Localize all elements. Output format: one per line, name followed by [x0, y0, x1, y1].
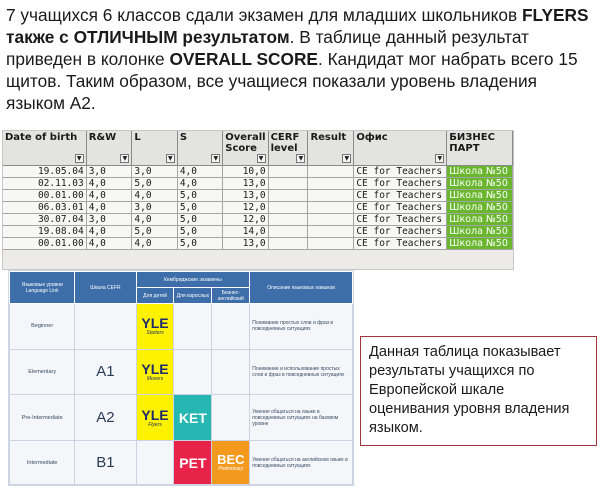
cell-s[interactable]: 5,0: [177, 237, 222, 249]
filter-dropdown-icon[interactable]: ▼: [120, 154, 129, 163]
header-overall-score: Overall Score ▼: [223, 131, 268, 165]
cell-office[interactable]: CE for Teachers: [354, 213, 447, 225]
cefr-row-elementary: [10, 349, 353, 395]
header-s: S ▼: [177, 131, 222, 165]
header-l: L ▼: [132, 131, 177, 165]
cefr-code: A1: [75, 349, 136, 395]
cefr-levels-chart: [8, 270, 354, 486]
cefr-code: B1: [75, 441, 136, 485]
cell-dob[interactable]: 19.08.04: [3, 225, 86, 237]
cell-cerf[interactable]: [268, 225, 308, 237]
filter-dropdown-icon[interactable]: ▼: [166, 154, 175, 163]
level-label: Elementary: [10, 349, 75, 395]
intro-bold-1: FLYERS также с ОТЛИЧНЫМ результатом: [6, 5, 589, 47]
skills-description: Умение общаться на языке в повседневных ситуациях на базовом уровне: [250, 395, 353, 441]
cell-l[interactable]: 5,0: [132, 177, 177, 189]
yle-starters-badge: YLE Starters: [136, 304, 174, 350]
cell-dob[interactable]: 00.01.00: [3, 237, 86, 249]
results-spreadsheet: [2, 130, 514, 270]
skills-description: Понимание простых слов и фраз в повседневных ситуациях: [250, 304, 353, 350]
intro-paragraph: [6, 4, 596, 114]
header-date-of-birth: Date of birth ▼: [3, 131, 86, 165]
empty-cell: [212, 304, 250, 350]
cell-l[interactable]: 3,0: [132, 165, 177, 177]
empty-cell: [174, 304, 212, 350]
filter-dropdown-icon[interactable]: ▼: [435, 154, 444, 163]
header-language-level: Языковые уровни Language Link: [10, 272, 75, 304]
cell-overall[interactable]: 12,0: [223, 213, 268, 225]
level-label: Intermediate: [10, 441, 75, 485]
skills-description: Понимание и использование простых слов и фраз в повседневных ситуациях: [250, 349, 353, 395]
cell-s[interactable]: 5,0: [177, 213, 222, 225]
cell-s[interactable]: 4,0: [177, 177, 222, 189]
cell-result[interactable]: [308, 213, 354, 225]
cell-partner[interactable]: Школа №50: [447, 201, 513, 213]
cell-s[interactable]: 5,0: [177, 201, 222, 213]
cell-partner[interactable]: Школа №50: [447, 225, 513, 237]
cell-partner[interactable]: Школа №50: [447, 177, 513, 189]
callout-text: Данная таблица показывает результаты учащихся по Европейской шкале оценивания уровня владения языком.: [369, 344, 570, 436]
explanation-callout: [360, 336, 597, 446]
table-row: [3, 237, 513, 249]
table-row: [3, 177, 513, 189]
level-label: Pre-Intermediate: [10, 395, 75, 441]
cell-office[interactable]: CE for Teachers: [354, 189, 447, 201]
cell-dob[interactable]: 02.11.03: [3, 177, 86, 189]
skills-description: Умение общаться на английском языке в повседневных ситуациях: [250, 441, 353, 485]
yle-movers-badge: YLE Movers: [136, 349, 174, 395]
filter-dropdown-icon[interactable]: ▼: [211, 154, 220, 163]
filter-dropdown-icon[interactable]: ▼: [257, 154, 266, 163]
cefr-code: [75, 304, 136, 350]
cefr-row-pre-intermediate: [10, 395, 353, 441]
cefr-row-intermediate: [10, 441, 353, 485]
cefr-row-beginner: [10, 304, 353, 350]
header-office: Офис ▼: [354, 131, 447, 165]
cell-s[interactable]: 5,0: [177, 225, 222, 237]
empty-cell: [174, 349, 212, 395]
cell-office[interactable]: CE for Teachers: [354, 165, 447, 177]
cell-overall[interactable]: 13,0: [223, 237, 268, 249]
yle-flyers-badge: YLE Flyers: [136, 395, 174, 441]
cell-rw[interactable]: 4,0: [86, 237, 132, 249]
header-skills-description: Описание языковых навыков: [250, 272, 353, 304]
cell-partner[interactable]: Школа №50: [447, 213, 513, 225]
filter-dropdown-icon[interactable]: ▼: [342, 154, 351, 163]
cell-rw[interactable]: 4,0: [86, 177, 132, 189]
table-row: [3, 201, 513, 213]
ket-badge: KET: [174, 395, 212, 441]
cell-l[interactable]: 3,0: [132, 201, 177, 213]
table-row: [3, 213, 513, 225]
cell-cerf[interactable]: [268, 201, 308, 213]
cell-cerf[interactable]: [268, 189, 308, 201]
cell-office[interactable]: CE for Teachers: [354, 225, 447, 237]
header-business-partner: БИЗНЕС ПАРТ: [447, 131, 513, 165]
cell-result[interactable]: [308, 189, 354, 201]
cell-dob[interactable]: 06.03.01: [3, 201, 86, 213]
table-row: [3, 165, 513, 177]
cell-partner[interactable]: Школа №50: [447, 165, 513, 177]
cell-result[interactable]: [308, 237, 354, 249]
pet-badge: PET: [174, 441, 212, 485]
cell-dob[interactable]: 30.07.04: [3, 213, 86, 225]
cell-dob[interactable]: 19.05.04: [3, 165, 86, 177]
header-for-adults: Для взрослых: [174, 288, 212, 304]
cell-rw[interactable]: 4,0: [86, 201, 132, 213]
empty-cell: [212, 395, 250, 441]
bec-preliminary-badge: BEC Preliminary: [212, 441, 250, 485]
cell-overall[interactable]: 13,0: [223, 177, 268, 189]
intro-text-3: . Кандидат мог набрать всего 15 щитов. Таким образом, все учащиеся показали уровень владения языком А2.: [6, 49, 578, 113]
header-business-english: Бизнес-английский: [212, 288, 250, 304]
empty-cell: [136, 441, 174, 485]
cell-rw[interactable]: 4,0: [86, 189, 132, 201]
intro-text-1: 7 учащихся 6 классов сдали экзамен для младших школьников: [6, 5, 522, 25]
cell-s[interactable]: 4,0: [177, 165, 222, 177]
cell-partner[interactable]: Школа №50: [447, 237, 513, 249]
empty-cell: [212, 349, 250, 395]
level-label: Beginner: [10, 304, 75, 350]
cell-rw[interactable]: 3,0: [86, 213, 132, 225]
cell-l[interactable]: 5,0: [132, 225, 177, 237]
cell-result[interactable]: [308, 165, 354, 177]
table-row: [3, 189, 513, 201]
cell-office[interactable]: CE for Teachers: [354, 237, 447, 249]
header-cambridge-exams: Кембриджские экзамены: [136, 272, 250, 288]
cefr-code: A2: [75, 395, 136, 441]
cell-l[interactable]: 4,0: [132, 213, 177, 225]
header-for-kids: Для детей: [136, 288, 174, 304]
cell-office[interactable]: CE for Teachers: [354, 177, 447, 189]
filter-dropdown-icon[interactable]: ▼: [296, 154, 305, 163]
cell-partner[interactable]: Школа №50: [447, 189, 513, 201]
cell-rw[interactable]: 3,0: [86, 165, 132, 177]
intro-bold-2: OVERALL SCORE: [169, 49, 318, 69]
cell-office[interactable]: CE for Teachers: [354, 201, 447, 213]
header-rw: R&W ▼: [86, 131, 132, 165]
header-cefr-scale: Шкала CEFR: [75, 272, 136, 304]
cell-overall[interactable]: 10,0: [223, 165, 268, 177]
cell-cerf[interactable]: [268, 165, 308, 177]
cell-result[interactable]: [308, 225, 354, 237]
cell-s[interactable]: 5,0: [177, 189, 222, 201]
header-result: Result ▼: [308, 131, 354, 165]
cell-cerf[interactable]: [268, 237, 308, 249]
cell-result[interactable]: [308, 177, 354, 189]
spreadsheet-header-row: [3, 131, 513, 165]
cell-dob[interactable]: 00.01.00: [3, 189, 86, 201]
cell-l[interactable]: 4,0: [132, 189, 177, 201]
cell-rw[interactable]: 4,0: [86, 225, 132, 237]
cell-overall[interactable]: 13,0: [223, 189, 268, 201]
cell-cerf[interactable]: [268, 213, 308, 225]
table-row: [3, 225, 513, 237]
filter-dropdown-icon[interactable]: ▼: [75, 154, 84, 163]
cell-cerf[interactable]: [268, 177, 308, 189]
cell-result[interactable]: [308, 201, 354, 213]
cell-overall[interactable]: 14,0: [223, 225, 268, 237]
header-cerf-level: CERF level ▼: [268, 131, 308, 165]
cell-l[interactable]: 4,0: [132, 237, 177, 249]
intro-text-2: . В таблице данный результат приведен в колонке: [6, 27, 529, 69]
cell-overall[interactable]: 12,0: [223, 201, 268, 213]
